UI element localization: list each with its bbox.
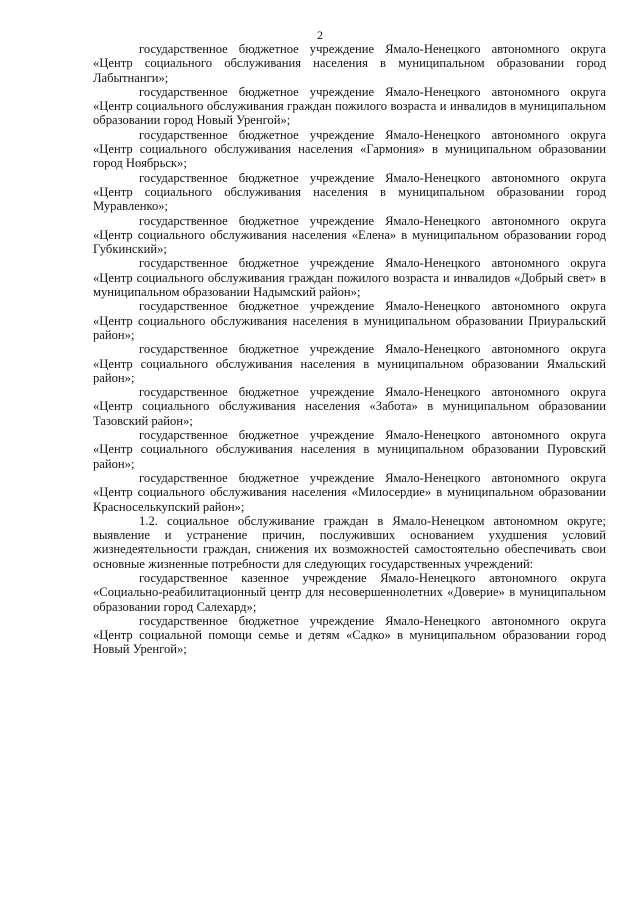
paragraph: государственное бюджетное учреждение Ямало-Ненецкого автономного округа «Центр социального обслуживания населения в муниципальном образовании Приуральский район»;: [93, 299, 606, 342]
paragraph: государственное бюджетное учреждение Ямало-Ненецкого автономного округа «Центр социального обслуживания граждан пожилого возраста и инвалидов в муниципальном образовании город Новый Уренгой»;: [93, 84, 606, 128]
paragraph: государственное бюджетное учреждение Ямало-Ненецкого автономного округа «Центр социального обслуживания населения «Гармония» в муниципальном образовании город Ноябрьск»;: [93, 127, 606, 171]
paragraph: государственное бюджетное учреждение Ямало-Ненецкого автономного округа «Центр социального обслуживания населения «Милосердие» в муниципальном образовании Красноселькупский район»;: [93, 470, 606, 514]
paragraph: государственное бюджетное учреждение Ямало-Ненецкого автономного округа «Центр социальной помощи семье и детям «Садко» в муниципальном образовании город Новый Уренгой»;: [93, 613, 606, 657]
document-body: [93, 42, 606, 657]
page-number: 2: [317, 28, 323, 42]
paragraph: государственное казенное учреждение Ямало-Ненецкого автономного округа «Социально-реабилитационный центр для несовершеннолетних «Доверие» в муниципальном образовании город Салехард»;: [93, 570, 606, 614]
paragraph: 1.2. социальное обслуживание граждан в Ямало-Ненецком автономном округе; выявление и устранение причин, послуживших основанием ухудшения условий жизнедеятельности граждан, снижения их возможностей самостоятельно обеспечивать свои основные жизненные потребности для следующих государственных учреждений:: [93, 513, 606, 571]
paragraph: государственное бюджетное учреждение Ямало-Ненецкого автономного округа «Центр социального обслуживания населения «Елена» в муниципальном образовании город Губкинский»;: [93, 213, 606, 257]
paragraph: государственное бюджетное учреждение Ямало-Ненецкого автономного округа «Центр социального обслуживания населения «Забота» в муниципальном образовании Тазовский район»;: [93, 385, 606, 428]
paragraph: государственное бюджетное учреждение Ямало-Ненецкого автономного округа «Центр социального обслуживания граждан пожилого возраста и инвалидов «Добрый свет» в муниципальном образовании Надымский район»;: [93, 256, 606, 300]
paragraph: государственное бюджетное учреждение Ямало-Ненецкого автономного округа «Центр социального обслуживания населения в муниципальном образовании город Муравленко»;: [93, 170, 606, 214]
paragraph: государственное бюджетное учреждение Ямало-Ненецкого автономного округа «Центр социального обслуживания населения в муниципальном образовании город Лабытнанги»;: [93, 42, 606, 85]
paragraph: государственное бюджетное учреждение Ямало-Ненецкого автономного округа «Центр социального обслуживания населения в муниципальном образовании Ямальский район»;: [93, 342, 606, 385]
paragraph: государственное бюджетное учреждение Ямало-Ненецкого автономного округа «Центр социального обслуживания населения в муниципальном образовании Пуровский район»;: [93, 428, 606, 471]
